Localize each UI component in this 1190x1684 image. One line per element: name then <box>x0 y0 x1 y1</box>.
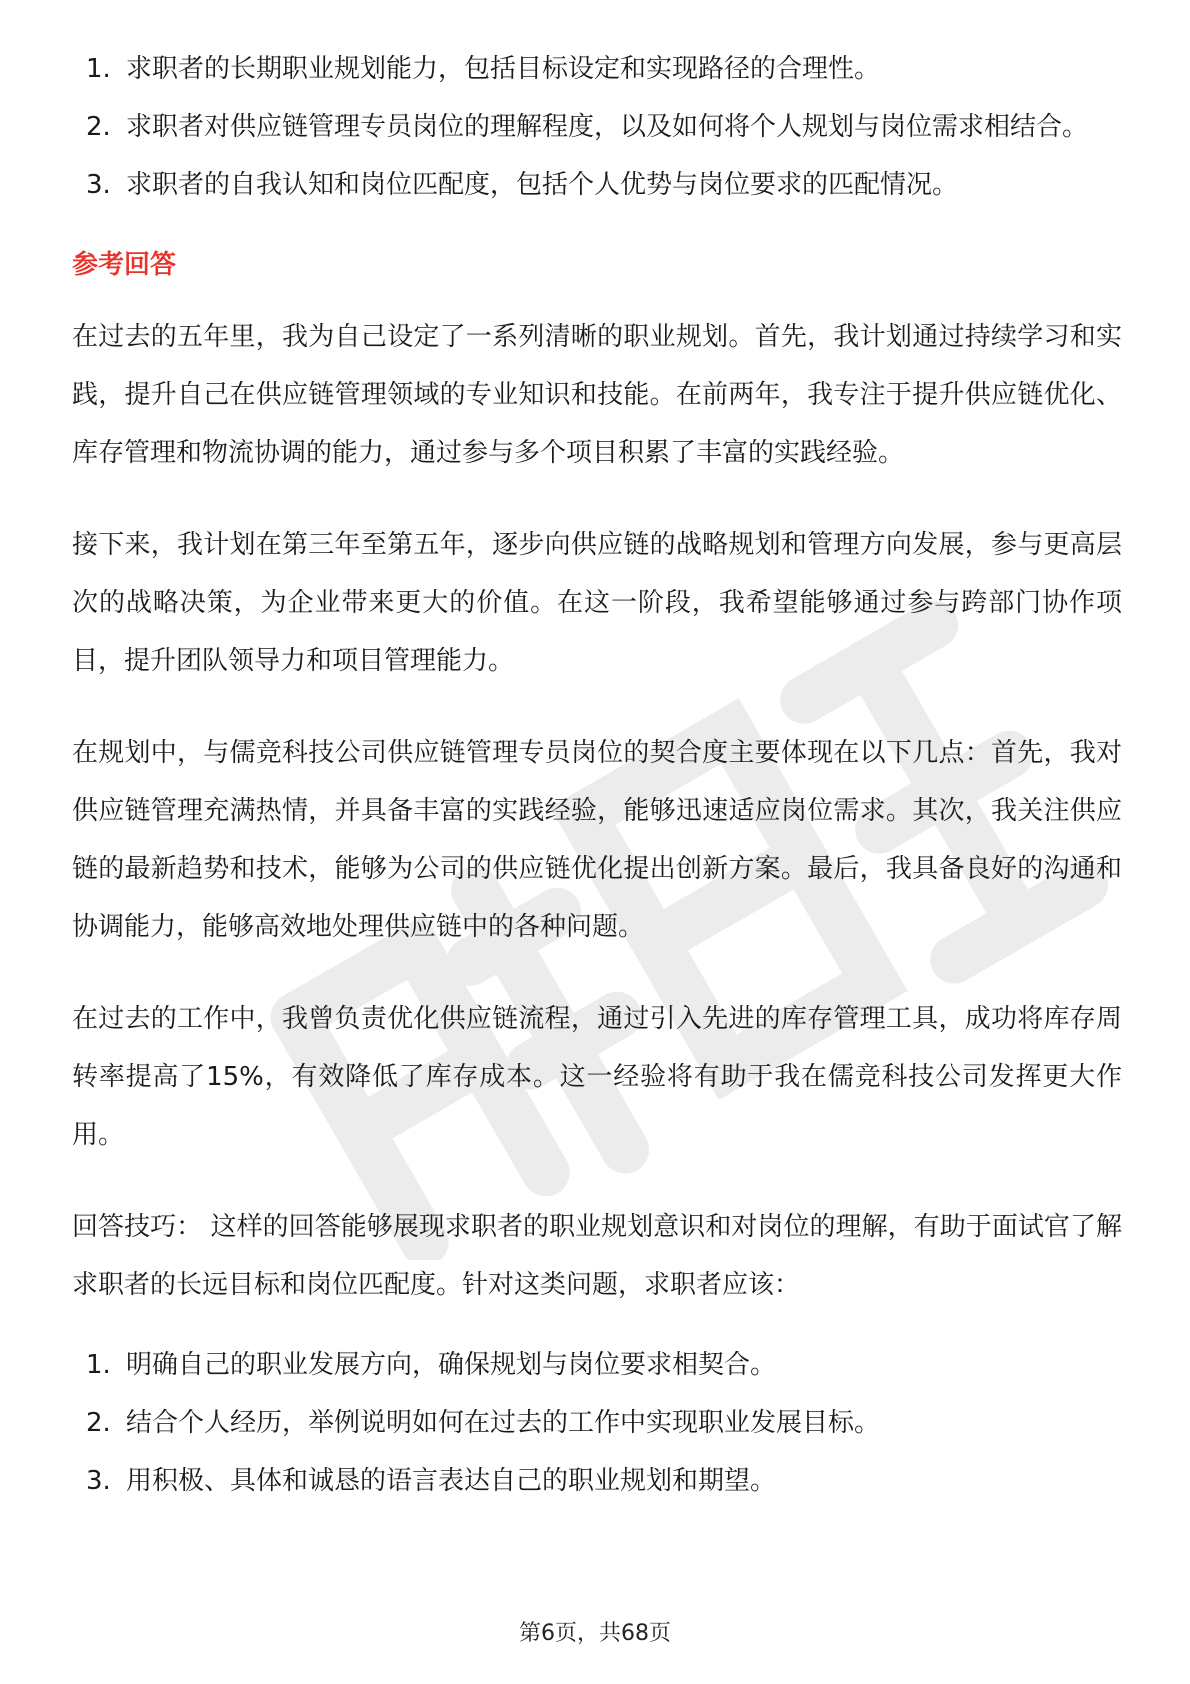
document-content <box>72 40 1122 1510</box>
answer-paragraph: 在规划中，与儒竞科技公司供应链管理专员岗位的契合度主要体现在以下几点：首先，我对供应链管理充满热情，并具备丰富的实践经验，能够迅速适应岗位需求。其次，我关注供应链的最新趋势和技术，能够为公司的供应链优化提出创新方案。最后，我具备良好的沟通和协调能力，能够高效地处理供应链中的各种问题。 <box>72 738 1122 942</box>
answer-paragraph: 在过去的工作中，我曾负责优化供应链流程，通过引入先进的库存管理工具，成功将库存周转率提高了15%，有效降低了库存成本。这一经验将有助于我在儒竞科技公司发挥更大作用。 <box>72 1004 1122 1150</box>
list-item-text: 明确自己的职业发展方向，确保规划与岗位要求相契合。 <box>126 1350 777 1380</box>
list-item <box>72 98 1122 156</box>
list-item <box>72 156 1122 214</box>
section-heading-reference-answer: 参考回答 <box>72 250 177 280</box>
page-footer: 第6页，共68页 <box>519 1621 671 1646</box>
list-item <box>72 1394 1122 1452</box>
list-number: 1. <box>86 1350 111 1380</box>
list-item-text: 求职者的长期职业规划能力，包括目标设定和实现路径的合理性。 <box>126 54 881 84</box>
tips-list <box>72 1336 1122 1510</box>
answer-paragraph: 在过去的五年里，我为自己设定了一系列清晰的职业规划。首先，我计划通过持续学习和实践，提升自己在供应链管理领域的专业知识和技能。在前两年，我专注于提升供应链优化、库存管理和物流协调的能力，通过参与多个项目积累了丰富的实践经验。 <box>72 322 1122 468</box>
list-number: 3. <box>86 170 111 200</box>
list-item <box>72 1452 1122 1510</box>
list-item-text: 结合个人经历，举例说明如何在过去的工作中实现职业发展目标。 <box>126 1408 881 1438</box>
list-item <box>72 40 1122 98</box>
answer-paragraph: 接下来，我计划在第三年至第五年，逐步向供应链的战略规划和管理方向发展，参与更高层次的战略决策，为企业带来更大的价值。在这一阶段，我希望能够通过参与跨部门协作项目，提升团队领导力和项目管理能力。 <box>72 530 1122 676</box>
answer-tips-paragraph: 回答技巧： 这样的回答能够展现求职者的职业规划意识和对岗位的理解，有助于面试官了解求职者的长远目标和岗位匹配度。针对这类问题，求职者应该： <box>72 1212 1122 1300</box>
list-item-text: 求职者对供应链管理专员岗位的理解程度，以及如何将个人规划与岗位需求相结合。 <box>126 112 1089 142</box>
list-item-text: 用积极、具体和诚恳的语言表达自己的职业规划和期望。 <box>126 1466 777 1496</box>
list-number: 1. <box>86 54 111 84</box>
evaluation-points-list <box>72 40 1122 214</box>
list-number: 2. <box>86 1408 111 1438</box>
list-item-text: 求职者的自我认知和岗位匹配度，包括个人优势与岗位要求的匹配情况。 <box>126 170 959 200</box>
list-number: 3. <box>86 1466 111 1496</box>
list-number: 2. <box>86 112 111 142</box>
list-item <box>72 1336 1122 1394</box>
